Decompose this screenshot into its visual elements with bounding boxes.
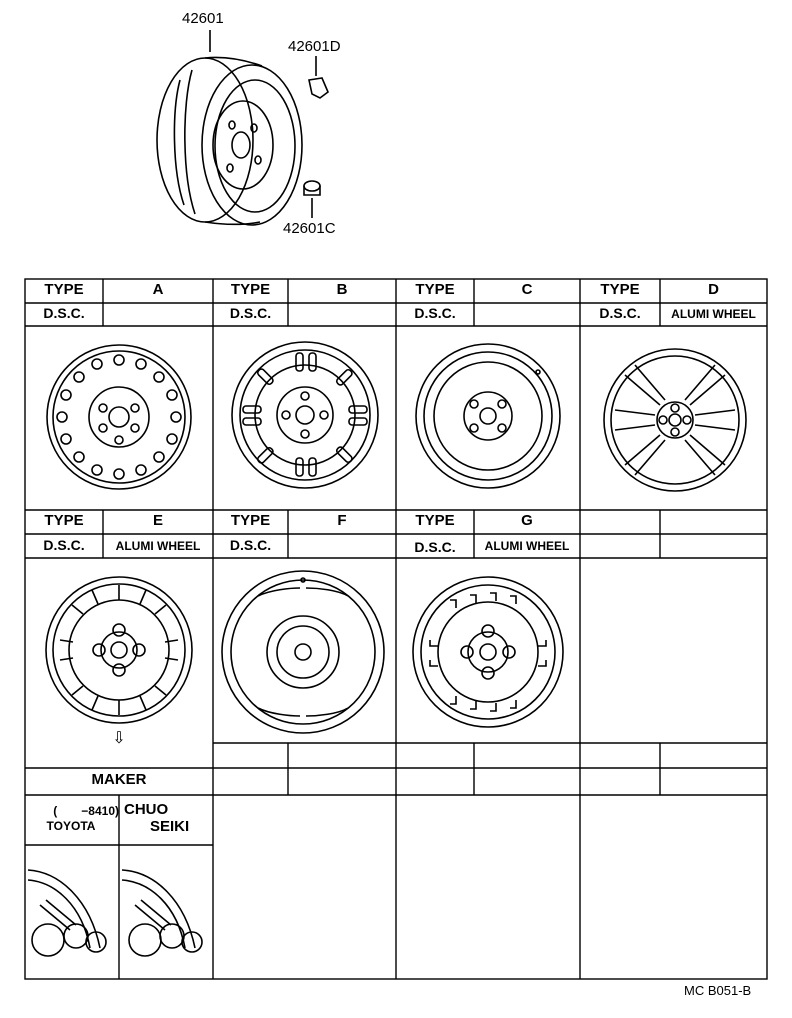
- wheel-type-f: [222, 571, 384, 733]
- maker-toyota-range: ( −8410): [53, 804, 119, 818]
- drawing-code: MC B051-B: [684, 983, 752, 998]
- maker-label: MAKER: [91, 771, 147, 788]
- type-code-e: E: [152, 512, 163, 529]
- type-label: TYPE: [415, 281, 455, 298]
- maker-seiki-line2: SEIKI: [150, 818, 190, 835]
- type-label: TYPE: [230, 281, 271, 298]
- cap-part: [309, 78, 328, 98]
- wheel-type-d: [604, 349, 746, 491]
- type-code-d: D: [708, 281, 719, 298]
- type-code-f: F: [337, 512, 347, 529]
- type-code-c: C: [521, 281, 533, 298]
- nut-part: [304, 181, 320, 195]
- dsc-label: D.S.C.: [599, 305, 641, 321]
- table-grid: [25, 279, 767, 979]
- wheel-type-a: [47, 345, 191, 489]
- dsc-label: D.S.C.: [43, 537, 85, 553]
- type-label: TYPE: [230, 512, 271, 529]
- wheel-type-c: [416, 344, 560, 488]
- wheel-type-b: [232, 342, 378, 488]
- type-label: TYPE: [44, 281, 84, 298]
- main-wheel-illustration: [157, 57, 302, 225]
- type-code-a: A: [152, 281, 164, 298]
- callout-cap: 42601D: [288, 38, 341, 55]
- type-label: TYPE: [44, 512, 84, 529]
- dsc-value-d: ALUMI WHEEL: [671, 307, 756, 321]
- type-code-g: G: [521, 512, 533, 529]
- maker-chuo-line1: CHUO: [124, 801, 169, 818]
- type-label: TYPE: [600, 281, 640, 298]
- down-arrow-icon: ⇩: [112, 728, 126, 747]
- dsc-value-g: ALUMI WHEEL: [484, 539, 570, 553]
- type-label: TYPE: [415, 512, 455, 529]
- dsc-label: D.S.C.: [43, 305, 85, 321]
- dsc-label: D.S.C.: [414, 305, 456, 321]
- callout-nut: 42601C: [283, 220, 336, 237]
- dsc-label: D.S.C.: [414, 539, 456, 555]
- wheel-type-g: [413, 577, 563, 727]
- dsc-value-e: ALUMI WHEEL: [115, 539, 201, 553]
- maker-chuo-seiki-detail: [122, 870, 202, 956]
- wheel-type-e: [46, 577, 192, 723]
- type-code-b: B: [336, 281, 348, 298]
- maker-toyota-name: TOYOTA: [46, 819, 96, 833]
- dsc-label: D.S.C.: [229, 305, 272, 321]
- maker-toyota-detail: [28, 870, 106, 956]
- callout-wheel: 42601: [182, 10, 224, 27]
- dsc-label: D.S.C.: [229, 537, 272, 553]
